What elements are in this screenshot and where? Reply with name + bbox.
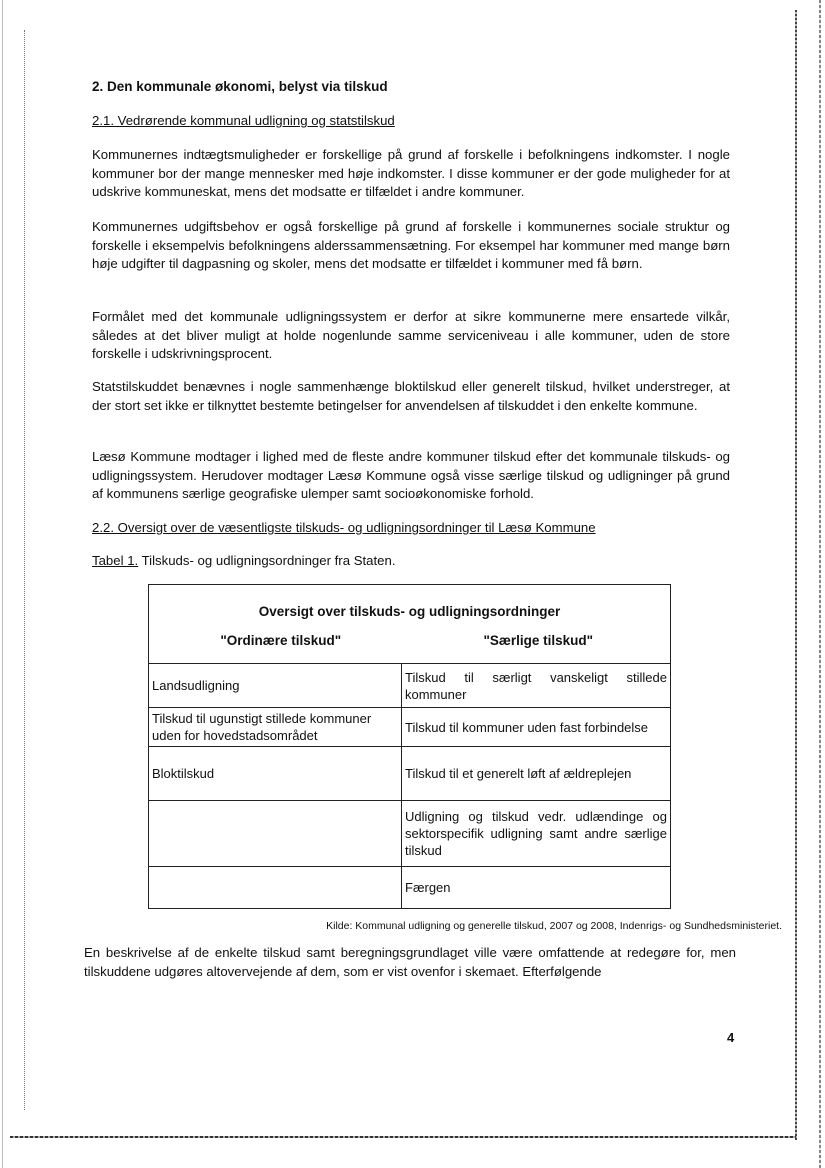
grants-table	[148, 584, 671, 909]
table-caption-label: Tabel 1.	[92, 553, 139, 568]
subsection-heading-2-1: 2.1. Vedrørende kommunal udligning og statstilskud	[92, 113, 395, 128]
table-row	[149, 747, 671, 801]
table-cell: Landsudligning	[149, 664, 402, 708]
paragraph-purpose: Formålet med det kommunale udligningssystem er derfor at sikre kommunerne mere ensartede vilkår, således at det bliver muligt at holde nogenlunde samme serviceniveau i alle kommuner, uden de store forskelle i udskrivningsprocent.	[92, 309, 730, 361]
table-header	[149, 585, 671, 664]
table-row	[149, 708, 671, 747]
table-cell	[149, 867, 402, 909]
page-number: 4	[727, 1030, 735, 1045]
table-row	[149, 664, 671, 708]
table-caption-text: Tilskuds- og udligningsordninger fra Staten.	[138, 553, 396, 568]
paragraph-expenses: Kommunernes udgiftsbehov er også forskellige på grund af forskelle i kommunernes sociale struktur og forskelle i eksempelvis befolkningens alderssammensætning. For eksempel har kommuner med mange børn høje udgifter til dagpasning og skoler, mens det modsatte er tilfældet i kommuner med få børn.	[92, 219, 730, 271]
section-heading: 2. Den kommunale økonomi, belyst via tilskud	[92, 79, 388, 94]
paragraph-income: Kommunernes indtægtsmuligheder er forskellige på grund af forskelle i befolkningens indkomster. I nogle kommuner bor der mange mennesker med høje indkomster. I disse kommuner er der gode muligheder for at udskrive kommuneskat, mens det modsatte er tilfældet i andre kommuner.	[92, 147, 730, 199]
table-cell: Tilskud til et generelt løft af ældreplejen	[402, 747, 671, 801]
subsection-heading-2-2: 2.2. Oversigt over de væsentligste tilskuds- og udligningsordninger til Læsø Kommune	[92, 520, 596, 535]
column-header-special: "Særlige tilskud"	[483, 633, 594, 648]
scan-edge-right	[795, 10, 797, 1140]
column-header-ordinary: "Ordinære tilskud"	[220, 633, 342, 648]
table-source: Kilde: Kommunal udligning og generelle tilskud, 2007 og 2008, Indenrigs- og Sundhedsministeriet.	[326, 920, 782, 932]
scan-edge-left-dotted	[24, 30, 26, 1110]
scan-edge-right-outer	[819, 0, 821, 1168]
paragraph-block-grant: Statstilskuddet benævnes i nogle sammenhænge bloktilskud eller generelt tilskud, hvilket understreger, at der stort set ikke er tilknyttet bestemte betingelser for anvendelsen af tilskuddet i den enkelte kommune.	[92, 379, 730, 413]
table-row	[149, 867, 671, 909]
table-cell: Bloktilskud	[149, 747, 402, 801]
paragraph-laeso: Læsø Kommune modtager i lighed med de fleste andre kommuner tilskud efter det kommunale tilskuds- og udligningssystem. Herudover modtager Læsø Kommune også visse særlige tilskud og udligninger på grund af kommunens særlige geografiske ulemper samt socioøkonomiske forhold.	[92, 449, 730, 501]
paragraph-closing: En beskrivelse af de enkelte tilskud samt beregningsgrundlaget ville være omfattende at redegøre for, men tilskuddene udgøres altovervejende af dem, som er vist ovenfor i skemaet. Efterfølgende	[84, 945, 736, 979]
table-header-row	[149, 585, 671, 664]
table-title: Oversigt over tilskuds- og udligningsordninger	[258, 604, 561, 619]
table-column-headers	[152, 632, 667, 649]
table-cell: Tilskud til ugunstigt stillede kommuner uden for hovedstadsområdet	[149, 708, 402, 747]
table-caption	[92, 552, 396, 571]
scan-edge-bottom	[10, 1136, 796, 1138]
scan-edge-left	[2, 0, 3, 1168]
table-row	[149, 801, 671, 867]
table-cell	[149, 801, 402, 867]
table-cell: Tilskud til kommuner uden fast forbindelse	[402, 708, 671, 747]
table-cell: Tilskud til særligt vanskeligt stillede kommuner	[402, 664, 671, 708]
table-cell: Færgen	[402, 867, 671, 909]
table-cell: Udligning og tilskud vedr. udlændinge og sektorspecifik udligning samt andre særlige tilskud	[402, 801, 671, 867]
